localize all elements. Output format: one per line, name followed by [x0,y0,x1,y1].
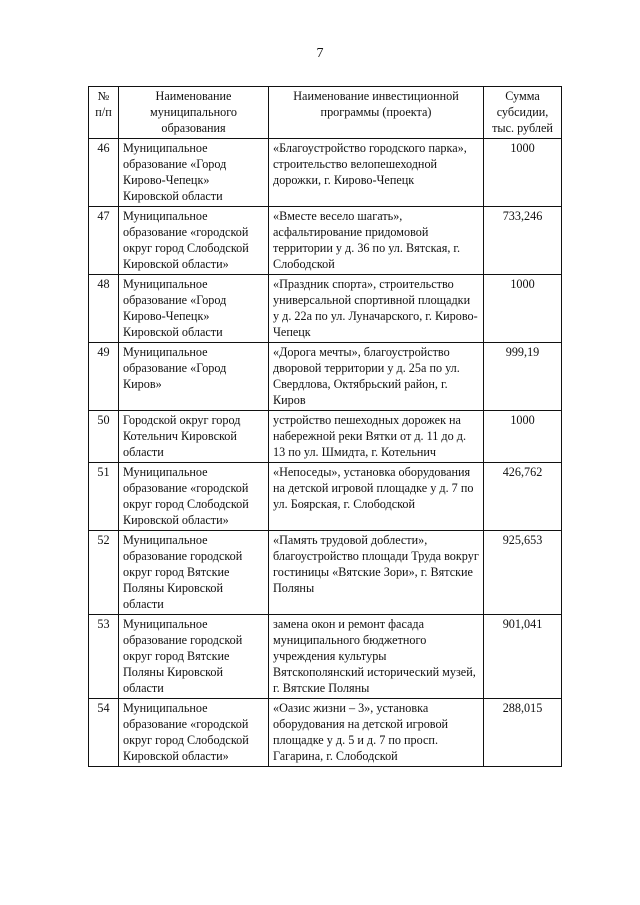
row-municipality: Муниципальное образование «городской округ город Слободской Кировской области» [119,699,269,767]
header-program: Наименование инвестиционной программы (проекта) [269,87,484,139]
row-amount: 925,653 [484,531,562,615]
subsidy-table [88,86,562,767]
row-program: замена окон и ремонт фасада муниципального бюджетного учреждения культуры Вятскополянский исторический музей, г. Вятские Поляны [269,615,484,699]
row-num: 48 [89,275,119,343]
row-num: 46 [89,139,119,207]
row-program: «Праздник спорта», строительство универсальной спортивной площадки у д. 22а по ул. Луначарского, г. Кирово-Чепецк [269,275,484,343]
row-amount: 1000 [484,275,562,343]
row-num: 49 [89,343,119,411]
row-program: устройство пешеходных дорожек на набережной реки Вятки от д. 11 до д. 13 по ул. Шмидта, г. Котельнич [269,411,484,463]
row-municipality: Муниципальное образование «городской округ город Слободской Кировской области» [119,207,269,275]
row-amount: 1000 [484,411,562,463]
row-amount: 288,015 [484,699,562,767]
table-row [89,275,562,343]
header-amount: Сумма субсидии, тыс. рублей [484,87,562,139]
row-municipality: Муниципальное образование «Город Киров» [119,343,269,411]
table-row [89,207,562,275]
row-amount: 999,19 [484,343,562,411]
row-program: «Вместе весело шагать», асфальтирование придомовой территории у д. 36 по ул. Вятская, г. Слободской [269,207,484,275]
table-row [89,411,562,463]
table-row [89,699,562,767]
row-num: 52 [89,531,119,615]
row-num: 54 [89,699,119,767]
table-row [89,531,562,615]
table-row [89,139,562,207]
row-num: 50 [89,411,119,463]
row-municipality: Муниципальное образование «Город Кирово-Чепецк» Кировской области [119,139,269,207]
page-number: 7 [316,46,324,61]
row-program: «Дорога мечты», благоустройство дворовой территории у д. 25а по ул. Свердлова, Октябрьский район, г. Киров [269,343,484,411]
row-program: «Оазис жизни – 3», установка оборудования на детской игровой площадке у д. 5 и д. 7 по просп. Гагарина, г. Слободской [269,699,484,767]
table-row [89,343,562,411]
row-amount: 426,762 [484,463,562,531]
table-row [89,463,562,531]
row-num: 53 [89,615,119,699]
header-num: № п/п [89,87,119,139]
row-municipality: Муниципальное образование городской округ город Вятские Поляны Кировской области [119,531,269,615]
row-municipality: Муниципальное образование «городской округ город Слободской Кировской области» [119,463,269,531]
row-program: «Память трудовой доблести», благоустройство площади Труда вокруг гостиницы «Вятские Зори», г. Вятские Поляны [269,531,484,615]
row-num: 51 [89,463,119,531]
row-amount: 733,246 [484,207,562,275]
table-row [89,615,562,699]
header-municipality: Наименование муниципального образования [119,87,269,139]
row-municipality: Городской округ город Котельнич Кировской области [119,411,269,463]
table-header-row [89,87,562,139]
row-amount: 1000 [484,139,562,207]
row-num: 47 [89,207,119,275]
row-municipality: Муниципальное образование «Город Кирово-Чепецк» Кировской области [119,275,269,343]
row-program: «Непоседы», установка оборудования на детской игровой площадке у д. 7 по ул. Боярская, г. Слободской [269,463,484,531]
row-program: «Благоустройство городского парка», строительство велопешеходной дорожки, г. Кирово-Чепецк [269,139,484,207]
row-municipality: Муниципальное образование городской округ город Вятские Поляны Кировской области [119,615,269,699]
row-amount: 901,041 [484,615,562,699]
